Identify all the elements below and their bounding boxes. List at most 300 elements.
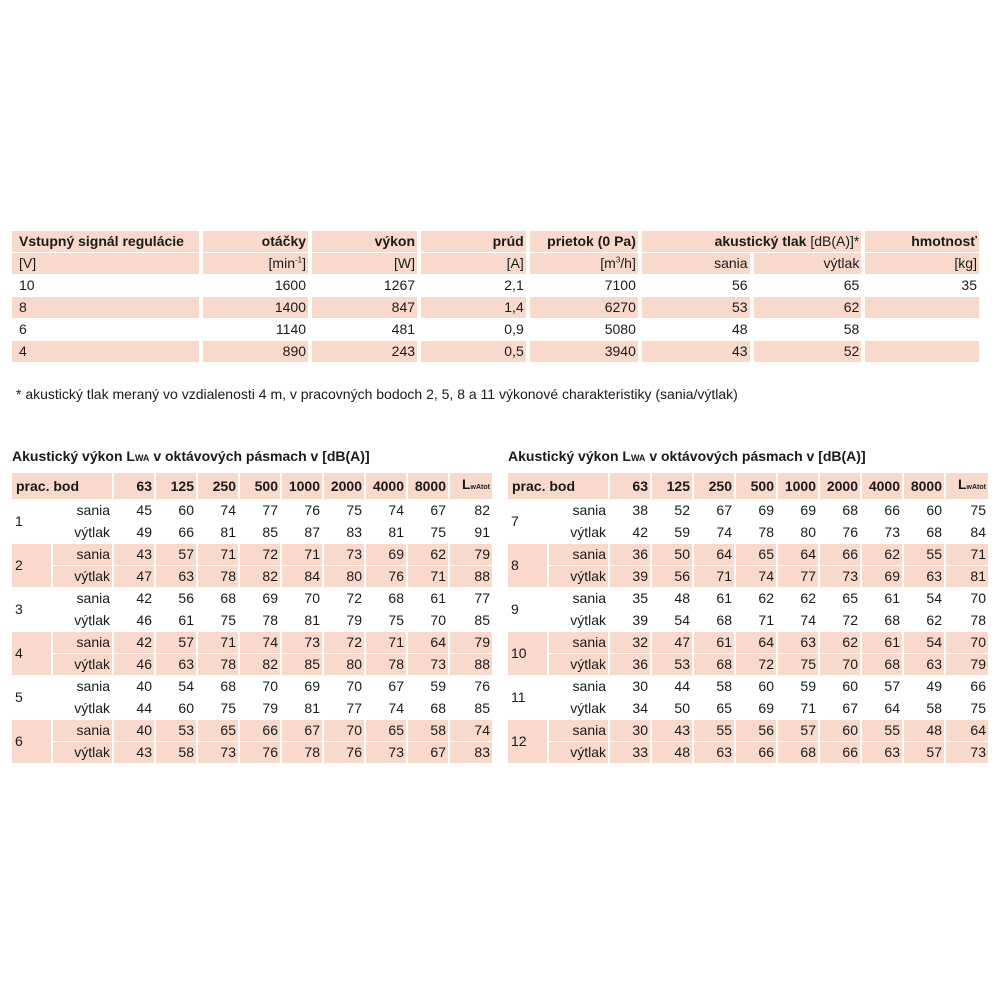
header-lwatot: LwAtot — [946, 473, 988, 499]
octave-value: 47 — [652, 632, 692, 653]
octave-value: 79 — [450, 632, 492, 653]
octave-value: 45 — [136, 502, 152, 518]
octave-value: 35 — [632, 590, 648, 606]
octave-value: 68 — [220, 590, 236, 606]
octave-value: 34 — [632, 700, 648, 716]
octave-value: 68 — [220, 678, 236, 694]
octave-value: 78 — [262, 612, 278, 628]
octave-value: 62 — [862, 544, 902, 565]
octave-value: 63 — [904, 566, 944, 587]
octave-value: 61 — [430, 590, 446, 606]
operating-point-number: 1 — [15, 513, 23, 529]
octave-value: 62 — [800, 590, 816, 606]
octave-value: 47 — [114, 566, 154, 587]
cell: 243 — [312, 341, 417, 362]
octave-value: 62 — [820, 632, 860, 653]
header-airflow: prietok (0 Pa) — [530, 231, 638, 252]
suction-label: sania — [549, 632, 608, 653]
main-row-4v — [12, 341, 979, 362]
cell: 10 — [19, 277, 35, 293]
octave-value: 71 — [758, 612, 774, 628]
octave-value: 69 — [800, 502, 816, 518]
octave-value: 67 — [430, 502, 446, 518]
octave-value: 78 — [282, 742, 322, 763]
octave-value: 57 — [884, 678, 900, 694]
octave-value: 56 — [736, 720, 776, 741]
octave-value: 71 — [408, 566, 448, 587]
header-current: prúd — [421, 231, 526, 252]
octave-value: 80 — [800, 524, 816, 540]
octave-value: 66 — [240, 720, 280, 741]
cell: 3940 — [530, 341, 638, 362]
octave-value: 84 — [282, 566, 322, 587]
octave-value: 78 — [970, 612, 986, 628]
octave-value: 85 — [474, 612, 490, 628]
octave-value: 61 — [694, 632, 734, 653]
octave-value: 64 — [694, 544, 734, 565]
octave-value: 70 — [946, 632, 988, 653]
octave-row-1-vytlak — [12, 522, 492, 543]
octave-value: 53 — [156, 720, 196, 741]
octave-value: 36 — [610, 544, 650, 565]
octave-value: 63 — [778, 632, 818, 653]
octave-value: 84 — [970, 524, 986, 540]
operating-point-number: 6 — [12, 720, 51, 763]
octave-value: 69 — [304, 678, 320, 694]
octave-header-row — [12, 473, 492, 499]
octave-value: 66 — [820, 544, 860, 565]
octave-value: 69 — [758, 700, 774, 716]
header-operating-point: prac. bod — [508, 473, 608, 499]
main-units-row — [12, 253, 979, 274]
cell: 1,4 — [421, 297, 526, 318]
header-band-4000: 4000 — [862, 473, 902, 499]
cell: 0,5 — [421, 341, 526, 362]
cell: 6 — [19, 321, 27, 337]
octave-value: 75 — [220, 700, 236, 716]
octave-value: 74 — [716, 524, 732, 540]
unit-volt: [V] — [12, 253, 199, 274]
suction-label: sania — [549, 720, 608, 741]
octave-value: 85 — [474, 700, 490, 716]
operating-point-number: 5 — [15, 689, 23, 705]
octave-value: 69 — [262, 590, 278, 606]
octave-value: 61 — [178, 612, 194, 628]
octave-value: 64 — [736, 632, 776, 653]
octave-value: 81 — [946, 566, 988, 587]
octave-value: 73 — [324, 544, 364, 565]
octave-value: 74 — [450, 720, 492, 741]
octave-row-6-sania — [12, 720, 492, 741]
octave-value: 60 — [820, 720, 860, 741]
cell: 65 — [843, 277, 860, 293]
cell: 2,1 — [504, 277, 524, 293]
octave-value: 75 — [970, 502, 986, 518]
octave-value: 70 — [346, 678, 362, 694]
octave-table-left — [10, 472, 494, 764]
octave-value: 75 — [220, 612, 236, 628]
suction-label: sania — [572, 678, 606, 694]
cell: 48 — [731, 321, 748, 337]
octave-value: 58 — [926, 700, 942, 716]
octave-title-left: Akustický výkon LWA v oktávových pásmach v [dB(A)] — [12, 448, 370, 464]
octave-value: 63 — [156, 566, 196, 587]
header-band-1000: 1000 — [778, 473, 818, 499]
discharge-label: výtlak — [53, 566, 112, 587]
header-sound-pressure-label: akustický tlak — [714, 233, 807, 249]
octave-value: 54 — [926, 590, 942, 606]
octave-row-6-vytlak — [12, 742, 492, 763]
octave-value: 69 — [366, 544, 406, 565]
octave-row-10-sania — [508, 632, 988, 653]
header-band-63: 63 — [610, 473, 650, 499]
octave-row-9-sania — [508, 588, 988, 609]
octave-value: 56 — [652, 566, 692, 587]
octave-value: 68 — [778, 742, 818, 763]
octave-value: 71 — [800, 700, 816, 716]
octave-value: 74 — [240, 632, 280, 653]
octave-value: 72 — [736, 654, 776, 675]
octave-value: 88 — [450, 566, 492, 587]
octave-value: 59 — [430, 678, 446, 694]
octave-value: 67 — [282, 720, 322, 741]
octave-value: 82 — [240, 654, 280, 675]
header-speed: otáčky — [203, 231, 308, 252]
octave-value: 62 — [408, 544, 448, 565]
octave-row-11-vytlak — [508, 698, 988, 719]
octave-value: 54 — [178, 678, 194, 694]
octave-value: 68 — [862, 654, 902, 675]
octave-value: 73 — [366, 742, 406, 763]
header-band-2000: 2000 — [820, 473, 860, 499]
suction-label: sania — [76, 678, 110, 694]
octave-row-12-vytlak — [508, 742, 988, 763]
main-row-10v — [12, 275, 979, 296]
octave-value: 65 — [198, 720, 238, 741]
octave-value: 58 — [716, 678, 732, 694]
cell: 1140 — [275, 321, 307, 337]
octave-value: 57 — [156, 632, 196, 653]
cell: 4 — [12, 341, 199, 362]
octave-value: 53 — [652, 654, 692, 675]
octave-value: 55 — [904, 544, 944, 565]
octave-value: 64 — [408, 632, 448, 653]
octave-value: 64 — [884, 700, 900, 716]
octave-row-8-vytlak — [508, 566, 988, 587]
octave-value: 60 — [758, 678, 774, 694]
octave-value: 63 — [862, 742, 902, 763]
octave-header-row — [508, 473, 988, 499]
cell: 8 — [12, 297, 199, 318]
octave-row-3-vytlak — [12, 610, 492, 631]
octave-value: 46 — [136, 612, 152, 628]
octave-value: 79 — [946, 654, 988, 675]
header-band-125: 125 — [652, 473, 692, 499]
header-band-4000: 4000 — [366, 473, 406, 499]
suction-label: sania — [76, 502, 110, 518]
octave-value: 66 — [970, 678, 986, 694]
octave-value: 70 — [970, 590, 986, 606]
octave-value: 70 — [304, 590, 320, 606]
octave-value: 48 — [904, 720, 944, 741]
octave-value: 48 — [674, 590, 690, 606]
octave-value: 62 — [758, 590, 774, 606]
unit-discharge: výtlak — [754, 253, 862, 274]
octave-value: 57 — [778, 720, 818, 741]
unit-kg: [kg] — [865, 253, 979, 274]
octave-value: 65 — [366, 720, 406, 741]
octave-value: 78 — [366, 654, 406, 675]
octave-value: 65 — [736, 544, 776, 565]
discharge-label: výtlak — [549, 566, 608, 587]
cell: 1267 — [383, 277, 416, 293]
octave-value: 71 — [282, 544, 322, 565]
octave-value: 75 — [388, 612, 404, 628]
octave-value: 76 — [366, 566, 406, 587]
operating-point-number: 2 — [12, 544, 51, 587]
octave-value: 68 — [430, 700, 446, 716]
discharge-label: výtlak — [570, 700, 606, 716]
header-operating-point: prac. bod — [12, 473, 112, 499]
octave-value: 42 — [136, 590, 152, 606]
discharge-label: výtlak — [570, 524, 606, 540]
operating-point-number: 8 — [508, 544, 547, 587]
operating-point-number: 4 — [12, 632, 51, 675]
unit-watt: [W] — [312, 253, 417, 274]
octave-value: 61 — [884, 590, 900, 606]
octave-value: 49 — [136, 524, 152, 540]
octave-value: 66 — [884, 502, 900, 518]
octave-value: 91 — [474, 524, 490, 540]
header-sound-pressure-unit: [dB(A)]* — [810, 233, 860, 249]
octave-value: 66 — [820, 742, 860, 763]
header-sound-pressure — [642, 231, 861, 252]
octave-value: 40 — [136, 678, 152, 694]
octave-value: 69 — [758, 502, 774, 518]
octave-value: 68 — [716, 612, 732, 628]
octave-value: 58 — [156, 742, 196, 763]
octave-value: 48 — [652, 742, 692, 763]
main-specs-table — [8, 230, 983, 363]
octave-value: 63 — [904, 654, 944, 675]
octave-value: 39 — [632, 612, 648, 628]
octave-value: 74 — [388, 502, 404, 518]
octave-value: 78 — [198, 654, 238, 675]
octave-value: 42 — [114, 632, 154, 653]
octave-value: 85 — [262, 524, 278, 540]
operating-point-number: 10 — [508, 632, 547, 675]
discharge-label: výtlak — [549, 654, 608, 675]
octave-value: 75 — [346, 502, 362, 518]
operating-point-number: 3 — [15, 601, 23, 617]
octave-value: 36 — [610, 654, 650, 675]
octave-value: 39 — [610, 566, 650, 587]
octave-value: 52 — [674, 502, 690, 518]
operating-point-number: 7 — [511, 513, 519, 529]
cell: 43 — [642, 341, 750, 362]
cell — [865, 341, 979, 362]
octave-value: 71 — [198, 632, 238, 653]
octave-value: 67 — [388, 678, 404, 694]
octave-value: 61 — [716, 590, 732, 606]
octave-row-3-sania — [12, 588, 492, 609]
octave-value: 38 — [632, 502, 648, 518]
main-row-8v — [12, 297, 979, 318]
discharge-label: výtlak — [53, 742, 112, 763]
octave-value: 68 — [884, 612, 900, 628]
octave-value: 58 — [408, 720, 448, 741]
octave-row-12-sania — [508, 720, 988, 741]
octave-value: 50 — [652, 544, 692, 565]
octave-value: 49 — [926, 678, 942, 694]
octave-value: 55 — [862, 720, 902, 741]
octave-title-right: Akustický výkon LWA v oktávových pásmach v [dB(A)] — [508, 448, 866, 464]
header-weight: hmotnosť — [865, 231, 979, 252]
cell: 5080 — [604, 321, 636, 337]
discharge-label: výtlak — [549, 742, 608, 763]
unit-rpm: $[\min^{-1}]$ — [203, 253, 308, 274]
octave-value: 72 — [346, 590, 362, 606]
suction-label: sania — [53, 720, 112, 741]
octave-value: 80 — [324, 654, 364, 675]
discharge-label: výtlak — [74, 524, 110, 540]
octave-value: 81 — [304, 612, 320, 628]
discharge-label: výtlak — [74, 700, 110, 716]
header-band-1000: 1000 — [282, 473, 322, 499]
octave-value: 69 — [862, 566, 902, 587]
octave-value: 68 — [926, 524, 942, 540]
octave-value: 57 — [904, 742, 944, 763]
octave-value: 77 — [778, 566, 818, 587]
octave-value: 76 — [474, 678, 490, 694]
discharge-label: výtlak — [570, 612, 606, 628]
header-band-500: 500 — [240, 473, 280, 499]
octave-value: 76 — [240, 742, 280, 763]
octave-value: 79 — [346, 612, 362, 628]
octave-value: 54 — [904, 632, 944, 653]
header-lwatot: LwAtot — [450, 473, 492, 499]
octave-value: 40 — [114, 720, 154, 741]
suction-label: sania — [572, 590, 606, 606]
cell: 481 — [391, 321, 416, 337]
octave-row-4-sania — [12, 632, 492, 653]
header-band-2000: 2000 — [324, 473, 364, 499]
octave-value: 60 — [178, 502, 194, 518]
octave-value: 72 — [240, 544, 280, 565]
octave-value: 44 — [674, 678, 690, 694]
octave-value: 68 — [388, 590, 404, 606]
octave-value: 75 — [430, 524, 446, 540]
operating-point-number: 11 — [511, 689, 526, 705]
octave-value: 70 — [820, 654, 860, 675]
octave-value: 72 — [842, 612, 858, 628]
octave-value: 87 — [304, 524, 320, 540]
cell: 62 — [754, 297, 862, 318]
octave-value: 60 — [842, 678, 858, 694]
unit-suction: sania — [642, 253, 750, 274]
header-band-250: 250 — [198, 473, 238, 499]
octave-value: 70 — [430, 612, 446, 628]
octave-value: 79 — [450, 544, 492, 565]
cell: 0,9 — [504, 321, 524, 337]
octave-value: 77 — [262, 502, 278, 518]
suction-label: sania — [549, 544, 608, 565]
octave-row-4-vytlak — [12, 654, 492, 675]
octave-value: 71 — [198, 544, 238, 565]
footnote: * akustický tlak meraný vo vzdialenosti 4 m, v pracovných bodoch 2, 5, 8 a 11 výkonové charakteristiky (sania/výtlak) — [16, 386, 738, 402]
octave-value: 79 — [262, 700, 278, 716]
octave-value: 33 — [610, 742, 650, 763]
octave-value: 81 — [220, 524, 236, 540]
octave-value: 66 — [736, 742, 776, 763]
octave-value: 30 — [632, 678, 648, 694]
octave-value: 54 — [674, 612, 690, 628]
octave-row-1-sania — [12, 500, 492, 521]
cell: 56 — [731, 277, 748, 293]
octave-value: 73 — [820, 566, 860, 587]
octave-value: 65 — [716, 700, 732, 716]
octave-value: 73 — [946, 742, 988, 763]
octave-value: 85 — [282, 654, 322, 675]
octave-value: 83 — [346, 524, 362, 540]
octave-value: 61 — [862, 632, 902, 653]
unit-m3h: $[m^3/h]$ — [530, 253, 638, 274]
cell: 890 — [203, 341, 308, 362]
octave-value: 60 — [178, 700, 194, 716]
octave-row-5-sania — [12, 676, 492, 697]
octave-value: 64 — [778, 544, 818, 565]
octave-value: 74 — [220, 502, 236, 518]
octave-value: 43 — [652, 720, 692, 741]
unit-amp: [A] — [421, 253, 526, 274]
octave-value: 75 — [778, 654, 818, 675]
octave-value: 66 — [178, 524, 194, 540]
cell: 847 — [312, 297, 417, 318]
main-row-6v — [12, 319, 979, 340]
octave-value: 76 — [304, 502, 320, 518]
octave-value: 59 — [800, 678, 816, 694]
octave-value: 81 — [304, 700, 320, 716]
suction-label: sania — [53, 544, 112, 565]
discharge-label: výtlak — [53, 654, 112, 675]
octave-row-2-vytlak — [12, 566, 492, 587]
octave-value: 30 — [610, 720, 650, 741]
octave-value: 43 — [114, 544, 154, 565]
octave-value: 74 — [800, 612, 816, 628]
cell: 1600 — [274, 277, 307, 293]
octave-value: 32 — [610, 632, 650, 653]
octave-value: 88 — [450, 654, 492, 675]
octave-value: 78 — [198, 566, 238, 587]
octave-value: 68 — [694, 654, 734, 675]
cell: 52 — [754, 341, 862, 362]
octave-row-8-sania — [508, 544, 988, 565]
octave-value: 57 — [156, 544, 196, 565]
octave-value: 50 — [674, 700, 690, 716]
header-input-signal: Vstupný signál regulácie — [12, 231, 199, 252]
cell: 53 — [642, 297, 750, 318]
octave-table-right — [506, 472, 990, 764]
octave-value: 72 — [324, 632, 364, 653]
octave-row-2-sania — [12, 544, 492, 565]
octave-row-7-sania — [508, 500, 988, 521]
header-band-125: 125 — [156, 473, 196, 499]
octave-value: 78 — [758, 524, 774, 540]
header-band-250: 250 — [694, 473, 734, 499]
header-band-8000: 8000 — [904, 473, 944, 499]
main-header-row — [12, 231, 979, 252]
discharge-label: výtlak — [74, 612, 110, 628]
